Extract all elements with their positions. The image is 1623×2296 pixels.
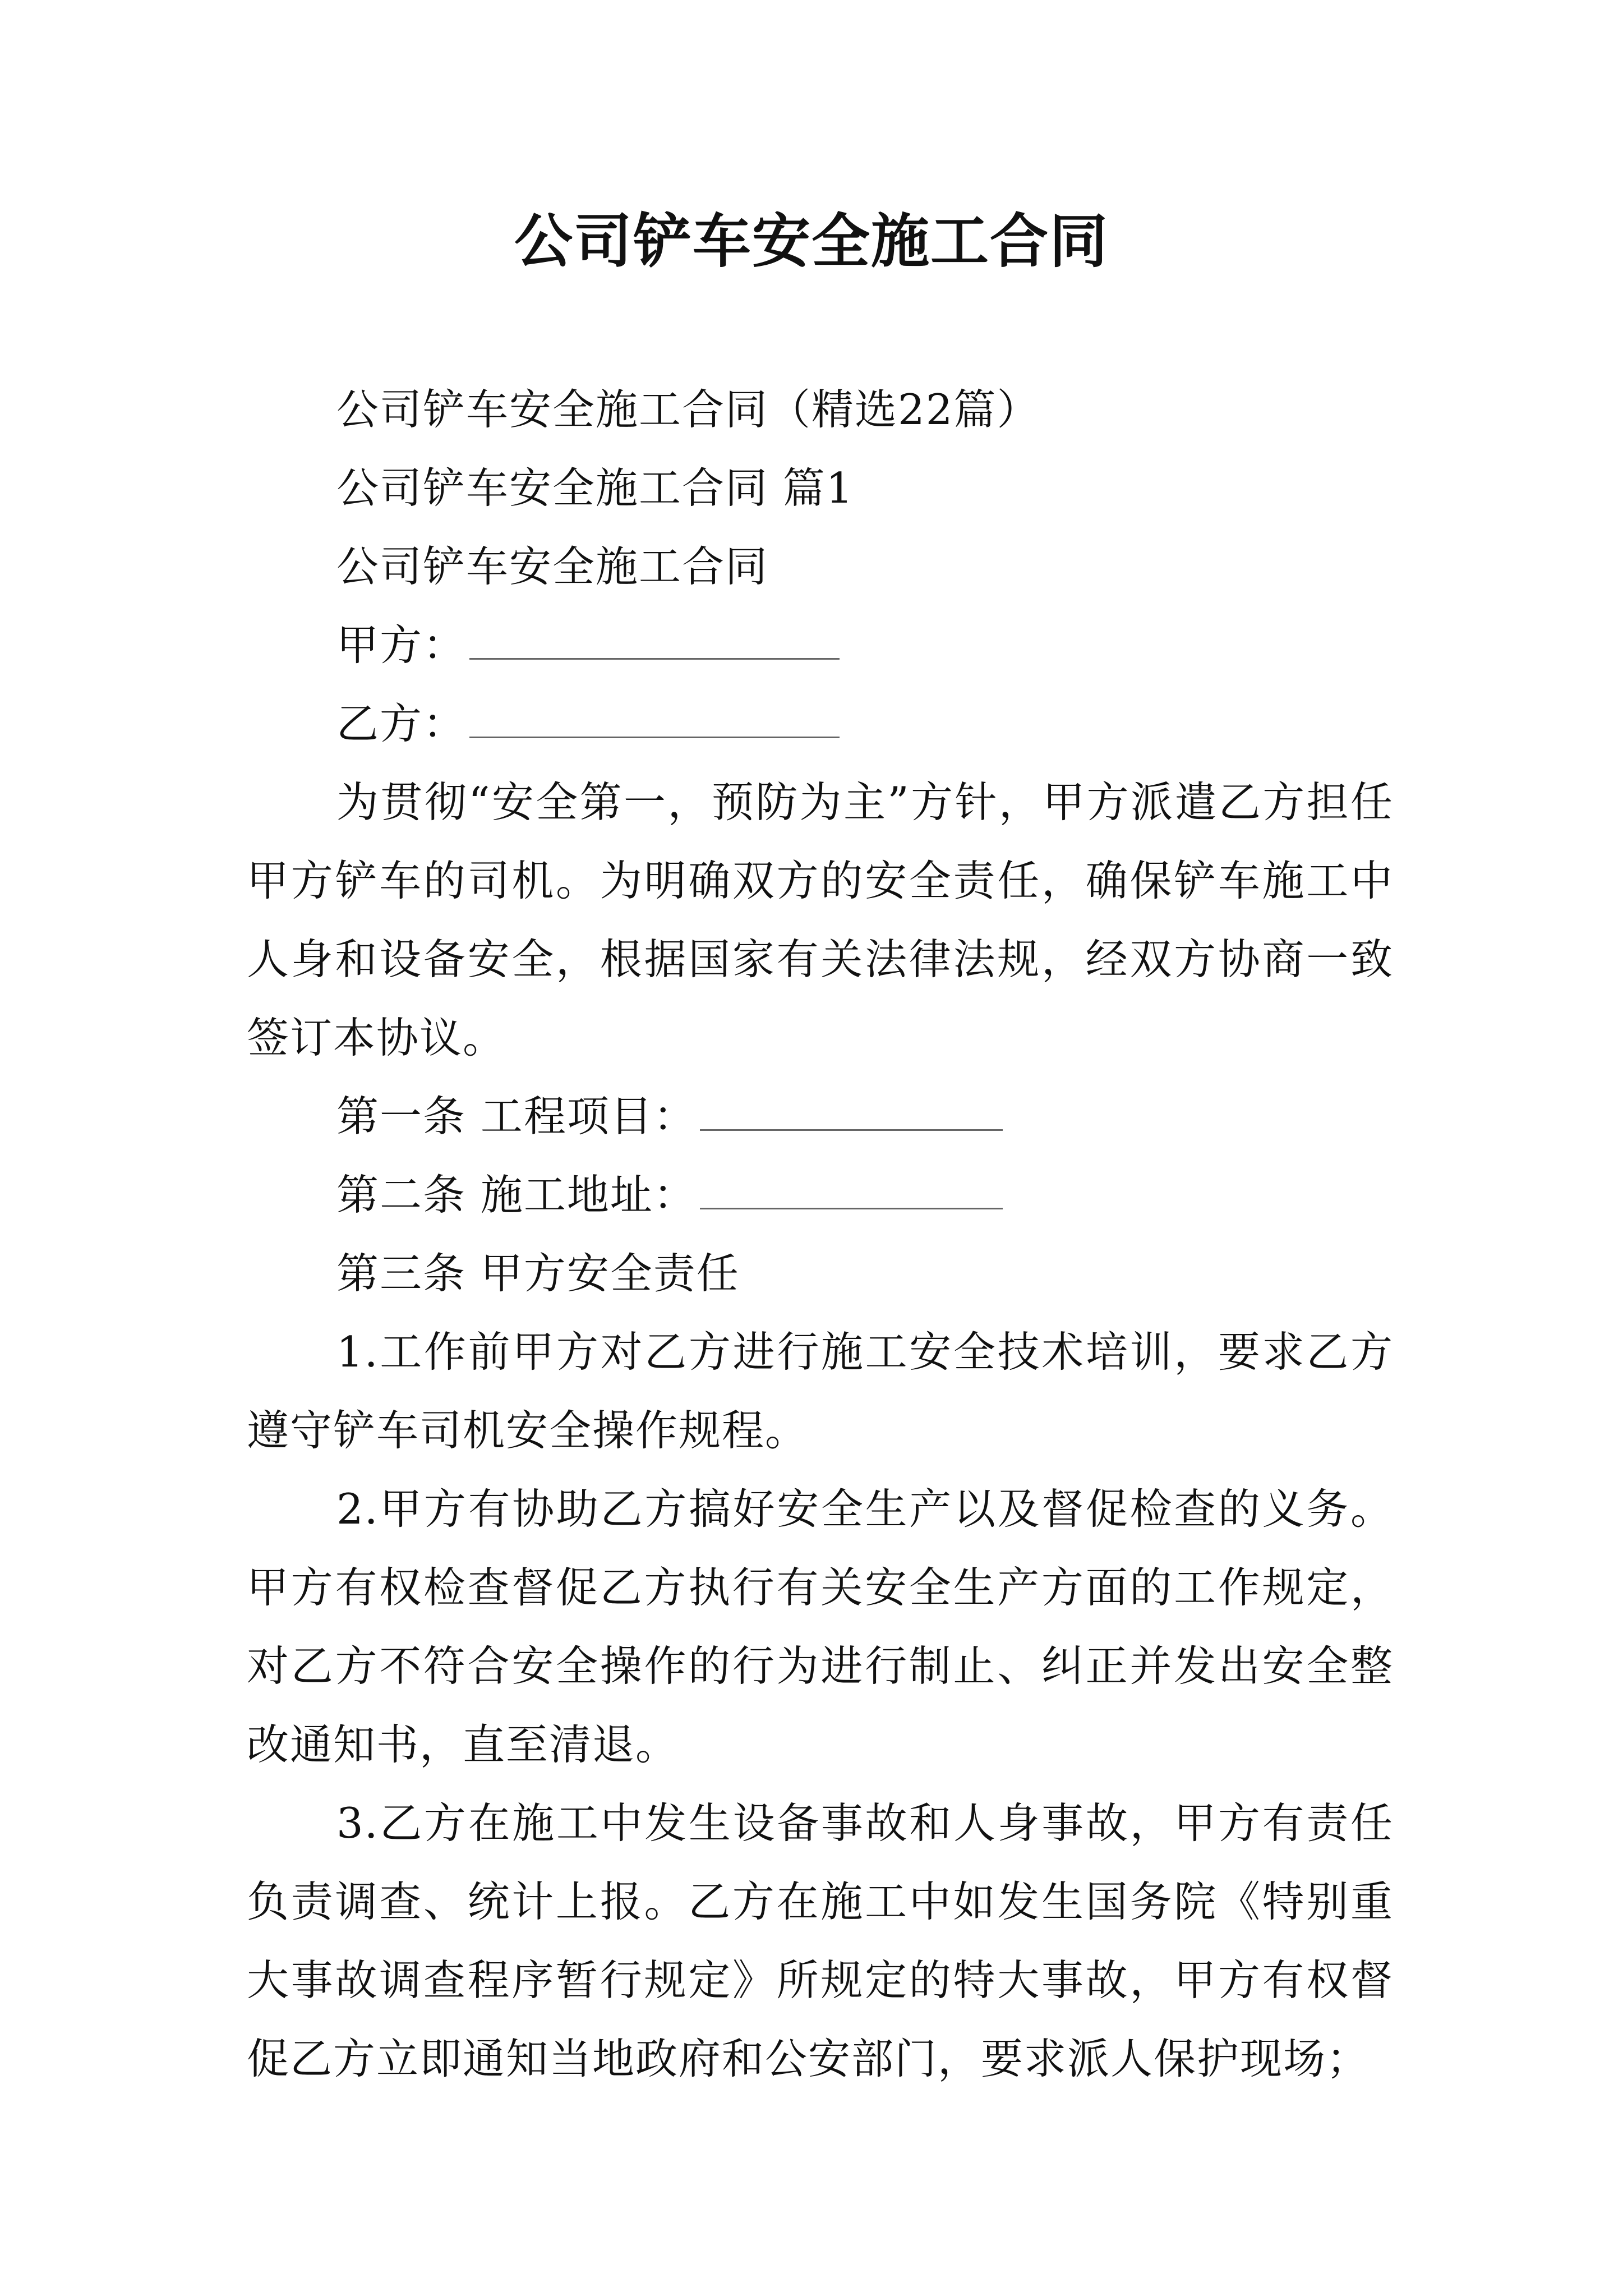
document-subtitle: 公司铲车安全施工合同（精选22篇）: [336, 385, 1040, 434]
intro-paragraph: 为贯彻“安全第一，预防为主”方针，甲方派遣乙方担任甲方铲车的司机。为明确双方的安全责任，确保铲车施工中人身和设备安全，根据国家有关法律法规，经双方协商一致签订本协议。: [247, 777, 1394, 1062]
clause-3: 3.乙方在施工中发生设备事故和人身事故，甲方有责任负责调查、统计上报。乙方在施工中如发生国务院《特别重大事故调查程序暂行规定》所规定的特大事故，甲方有权督促乙方立即通知当地政府和公安部门，要求派人保护现场；: [247, 1798, 1394, 2083]
contract-name: 公司铲车安全施工合同: [336, 542, 769, 591]
party-a-line: [247, 606, 1394, 684]
party-b-line: [247, 684, 1394, 763]
article-2-label: 第二条 施工地址：: [336, 1170, 697, 1220]
document-body: [247, 370, 1394, 2098]
party-b-blank: [469, 703, 840, 738]
document-title: 公司铲车安全施工合同: [514, 207, 1109, 275]
party-b-label: 乙方：: [336, 699, 467, 748]
article-1-label: 第一条 工程项目：: [336, 1092, 697, 1141]
article-1-blank: [700, 1096, 1003, 1131]
article-1-line: [247, 1077, 1394, 1156]
clause-1: 1.工作前甲方对乙方进行施工安全技术培训，要求乙方遵守铲车司机安全操作规程。: [247, 1327, 1394, 1455]
chapter-heading: 公司铲车安全施工合同 篇1: [336, 463, 854, 513]
article-2-line: [247, 1156, 1394, 1234]
article-3-heading: 第三条 甲方安全责任: [336, 1249, 740, 1298]
article-2-blank: [700, 1174, 1003, 1209]
party-a-blank: [469, 624, 840, 660]
party-a-label: 甲方：: [336, 620, 467, 670]
clause-2: 2.甲方有协助乙方搞好安全生产以及督促检查的义务。甲方有权检查督促乙方执行有关安全生产方面的工作规定，对乙方不符合安全操作的行为进行制止、纠正并发出安全整改通知书，直至清退。: [247, 1484, 1394, 1769]
